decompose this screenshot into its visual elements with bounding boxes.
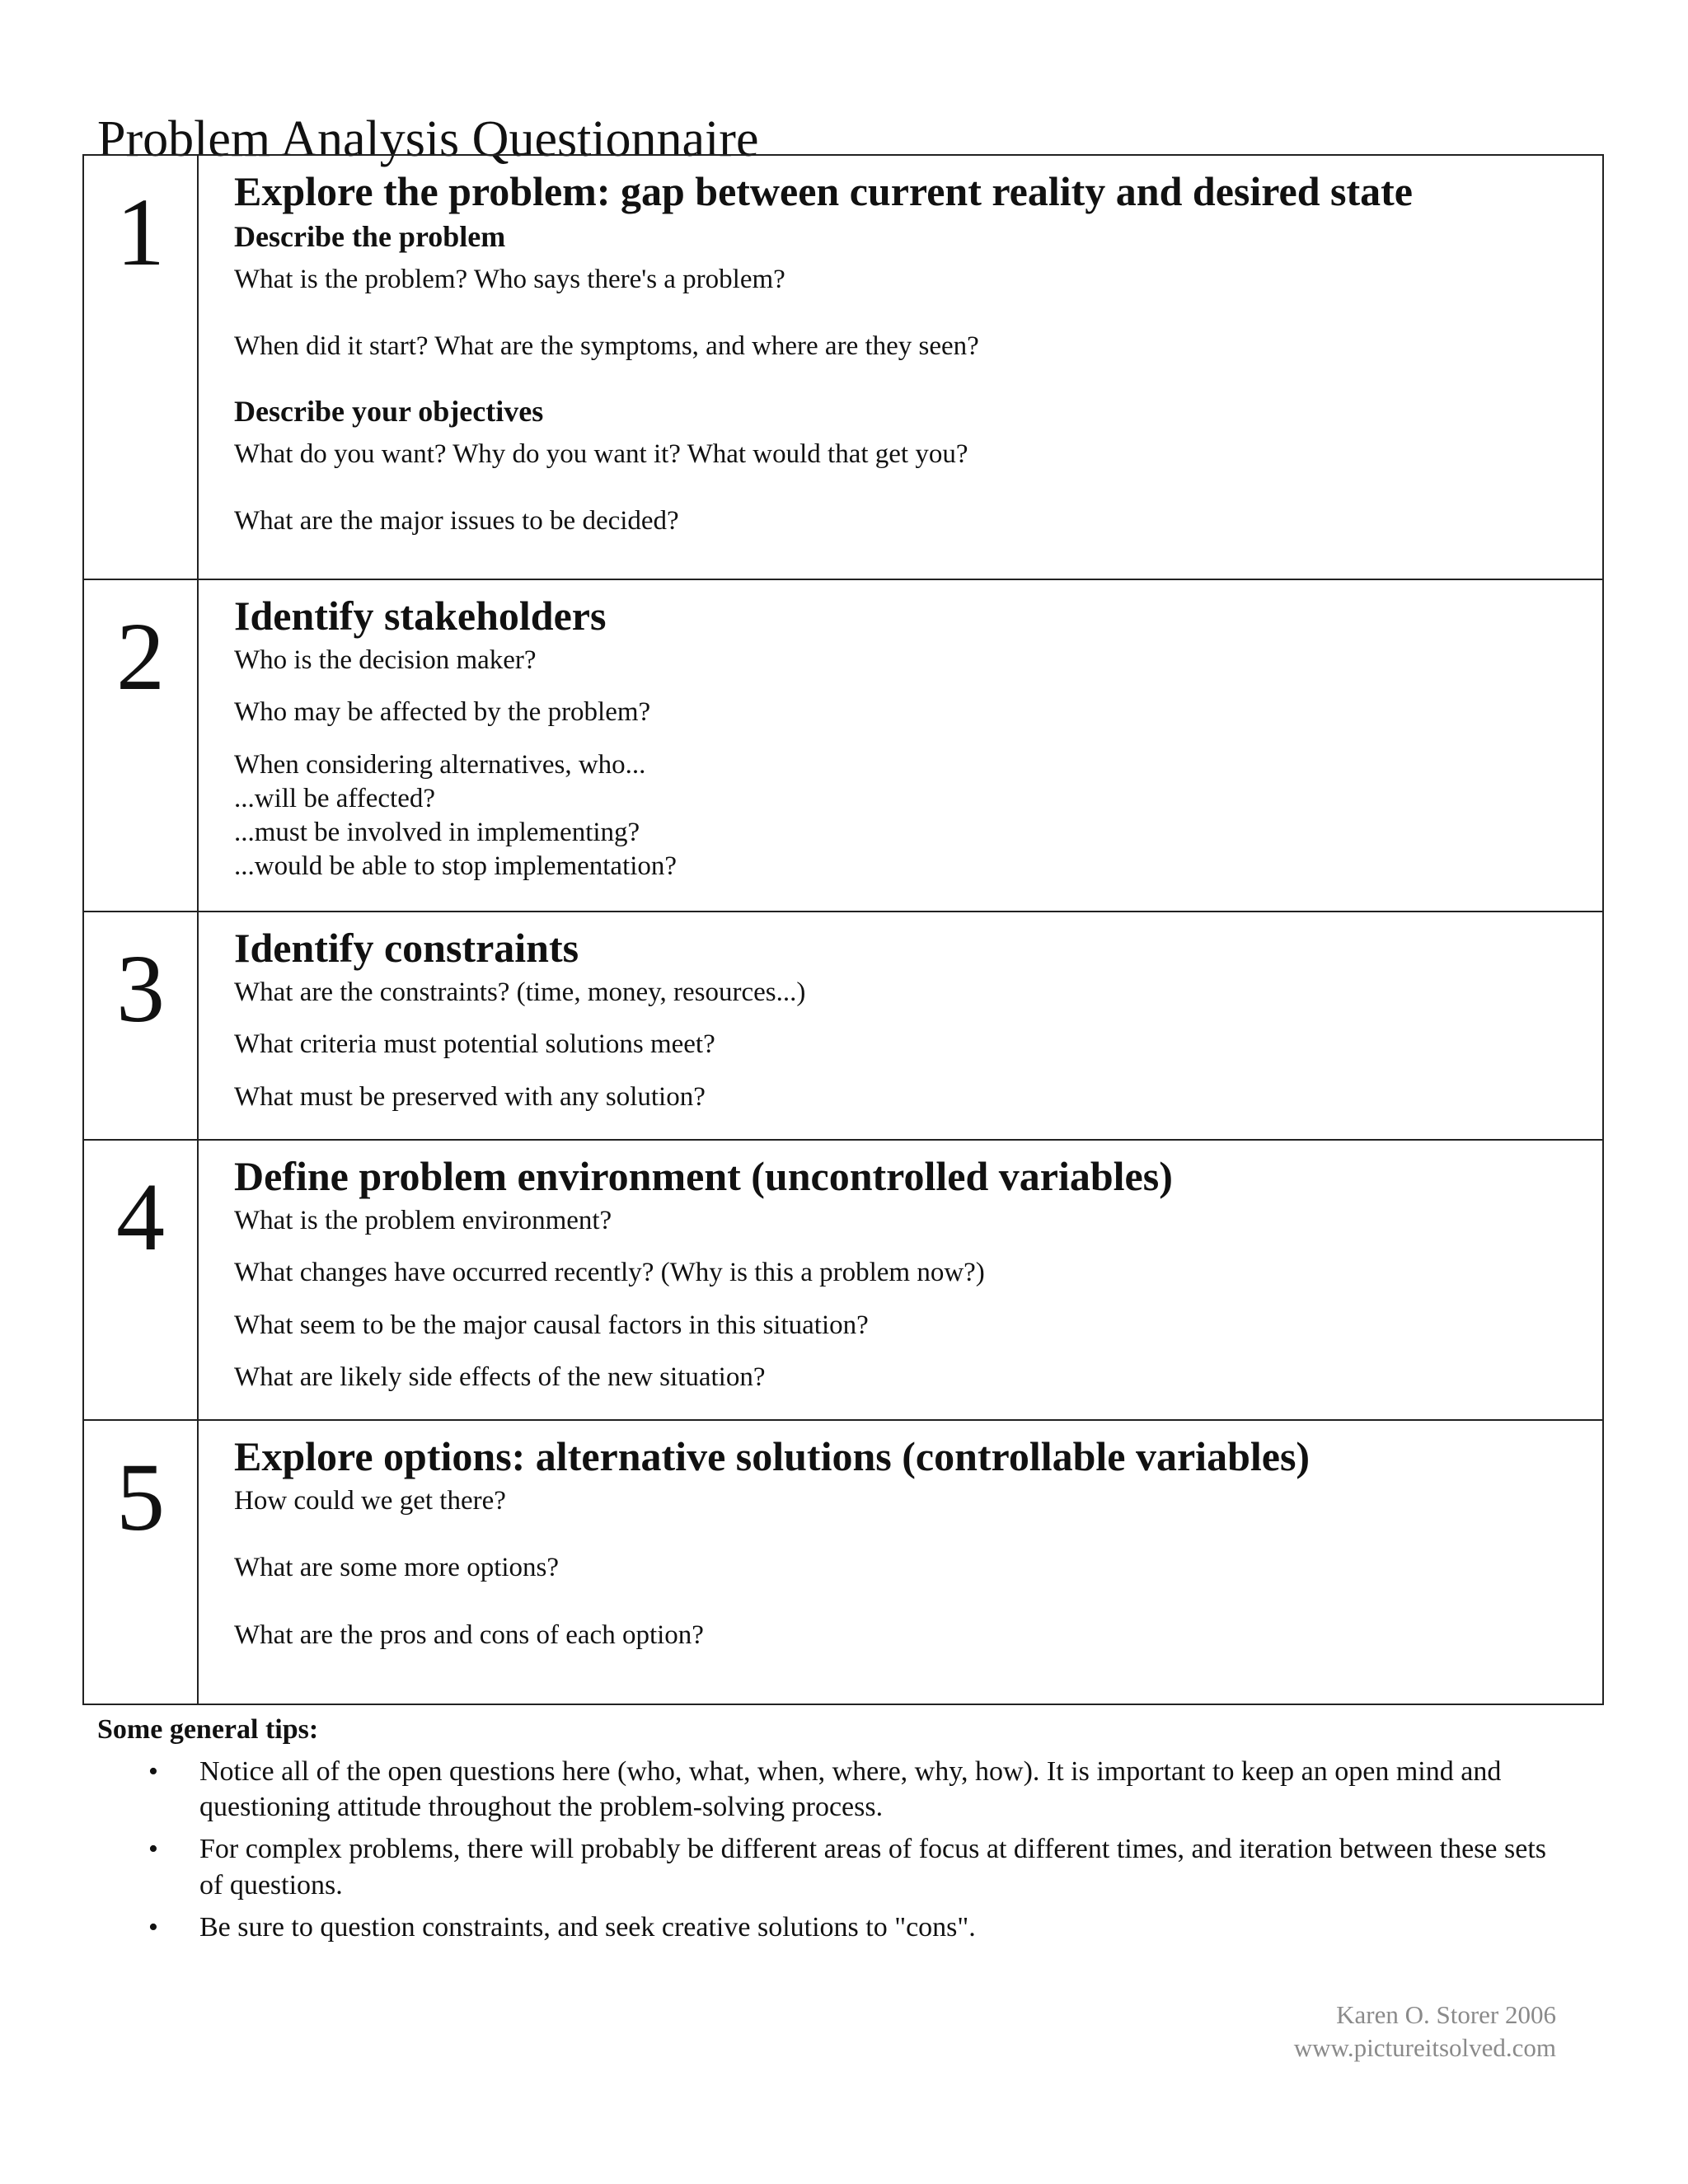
question: When considering alternatives, who... xyxy=(234,749,646,780)
step-subheading: Describe your objectives xyxy=(234,394,544,428)
step-row-3 xyxy=(83,912,1603,1140)
step-row-5 xyxy=(83,1420,1603,1704)
step-content-cell xyxy=(198,155,1603,579)
author-credit xyxy=(1294,1999,1556,2065)
step-title: Identify stakeholders xyxy=(234,593,607,639)
question: What are the pros and cons of each option? xyxy=(234,1619,704,1650)
question: When did it start? What are the symptoms, and where are they seen? xyxy=(234,331,979,362)
question: What are the constraints? (time, money, resources...) xyxy=(234,977,806,1007)
step-number-cell xyxy=(83,1420,198,1704)
question: What changes have occurred recently? (Why is this a problem now?) xyxy=(234,1258,985,1288)
step-content-cell xyxy=(198,1140,1603,1420)
tip-item xyxy=(97,1754,1548,1825)
step-content-cell xyxy=(198,579,1603,912)
step-number-cell xyxy=(83,155,198,579)
bullet-icon: • xyxy=(148,1911,158,1943)
step-number-cell xyxy=(83,1140,198,1420)
author-name: Karen O. Storer 2006 xyxy=(1336,2000,1556,2029)
step-number-cell xyxy=(83,912,198,1140)
questionnaire-table xyxy=(82,154,1604,1705)
step-title: Define problem environment (uncontrolled variables) xyxy=(234,1153,1173,1199)
step-row-4 xyxy=(83,1140,1603,1420)
question: What is the problem environment? xyxy=(234,1206,612,1235)
question: What must be preserved with any solution? xyxy=(234,1081,706,1112)
step-title: Explore the problem: gap between current reality and desired state xyxy=(234,168,1413,214)
question: What seem to be the major causal factors in this situation? xyxy=(234,1310,869,1340)
tips-title: Some general tips: xyxy=(97,1714,319,1745)
question: How could we get there? xyxy=(234,1486,506,1516)
step-number: 1 xyxy=(116,178,165,286)
question: What is the problem? Who says there's a problem? xyxy=(234,265,785,295)
tip-item xyxy=(97,1910,1548,1945)
question: ...will be affected? xyxy=(234,783,436,813)
tips-list xyxy=(97,1754,1548,1945)
step-title: Identify constraints xyxy=(234,925,579,971)
question: What are some more options? xyxy=(234,1553,560,1583)
question: What criteria must potential solutions meet? xyxy=(234,1029,715,1060)
tip-item xyxy=(97,1831,1548,1902)
step-number: 3 xyxy=(116,935,165,1043)
bullet-icon: • xyxy=(148,1834,158,1865)
step-content-cell xyxy=(198,912,1603,1140)
question: Who may be affected by the problem? xyxy=(234,697,651,728)
step-title: Explore options: alternative solutions (controllable variables) xyxy=(234,1433,1311,1479)
question: What are likely side effects of the new situation? xyxy=(234,1361,766,1392)
tip-text: For complex problems, there will probably be different areas of focus at different times, and iteration between these sets of questions. xyxy=(199,1834,1546,1900)
page-title: Problem Analysis Questionnaire xyxy=(97,110,759,167)
question: What are the major issues to be decided? xyxy=(234,506,679,537)
author-website: www.pictureitsolved.com xyxy=(1293,2033,1556,2063)
bullet-icon: • xyxy=(148,1756,158,1787)
step-subheading: Describe the problem xyxy=(234,220,506,253)
step-number: 5 xyxy=(116,1443,165,1551)
general-tips xyxy=(97,1714,1548,1952)
question: ...would be able to stop implementation? xyxy=(234,851,678,882)
tip-text: Be sure to question constraints, and seek creative solutions to "cons". xyxy=(199,1911,976,1943)
step-row-1 xyxy=(83,155,1603,579)
question: What do you want? Why do you want it? What would that get you? xyxy=(234,438,968,469)
question: ...must be involved in implementing? xyxy=(234,818,640,847)
question: Who is the decision maker? xyxy=(234,645,537,675)
step-row-2 xyxy=(83,579,1603,912)
step-number: 4 xyxy=(116,1163,165,1271)
step-number-cell xyxy=(83,579,198,912)
tip-text: Notice all of the open questions here (who, what, when, where, why, how). It is important to keep an open mind and questioning attitude throughout the problem-solving process. xyxy=(199,1756,1502,1823)
step-number: 2 xyxy=(116,602,165,710)
step-content-cell xyxy=(198,1420,1603,1704)
